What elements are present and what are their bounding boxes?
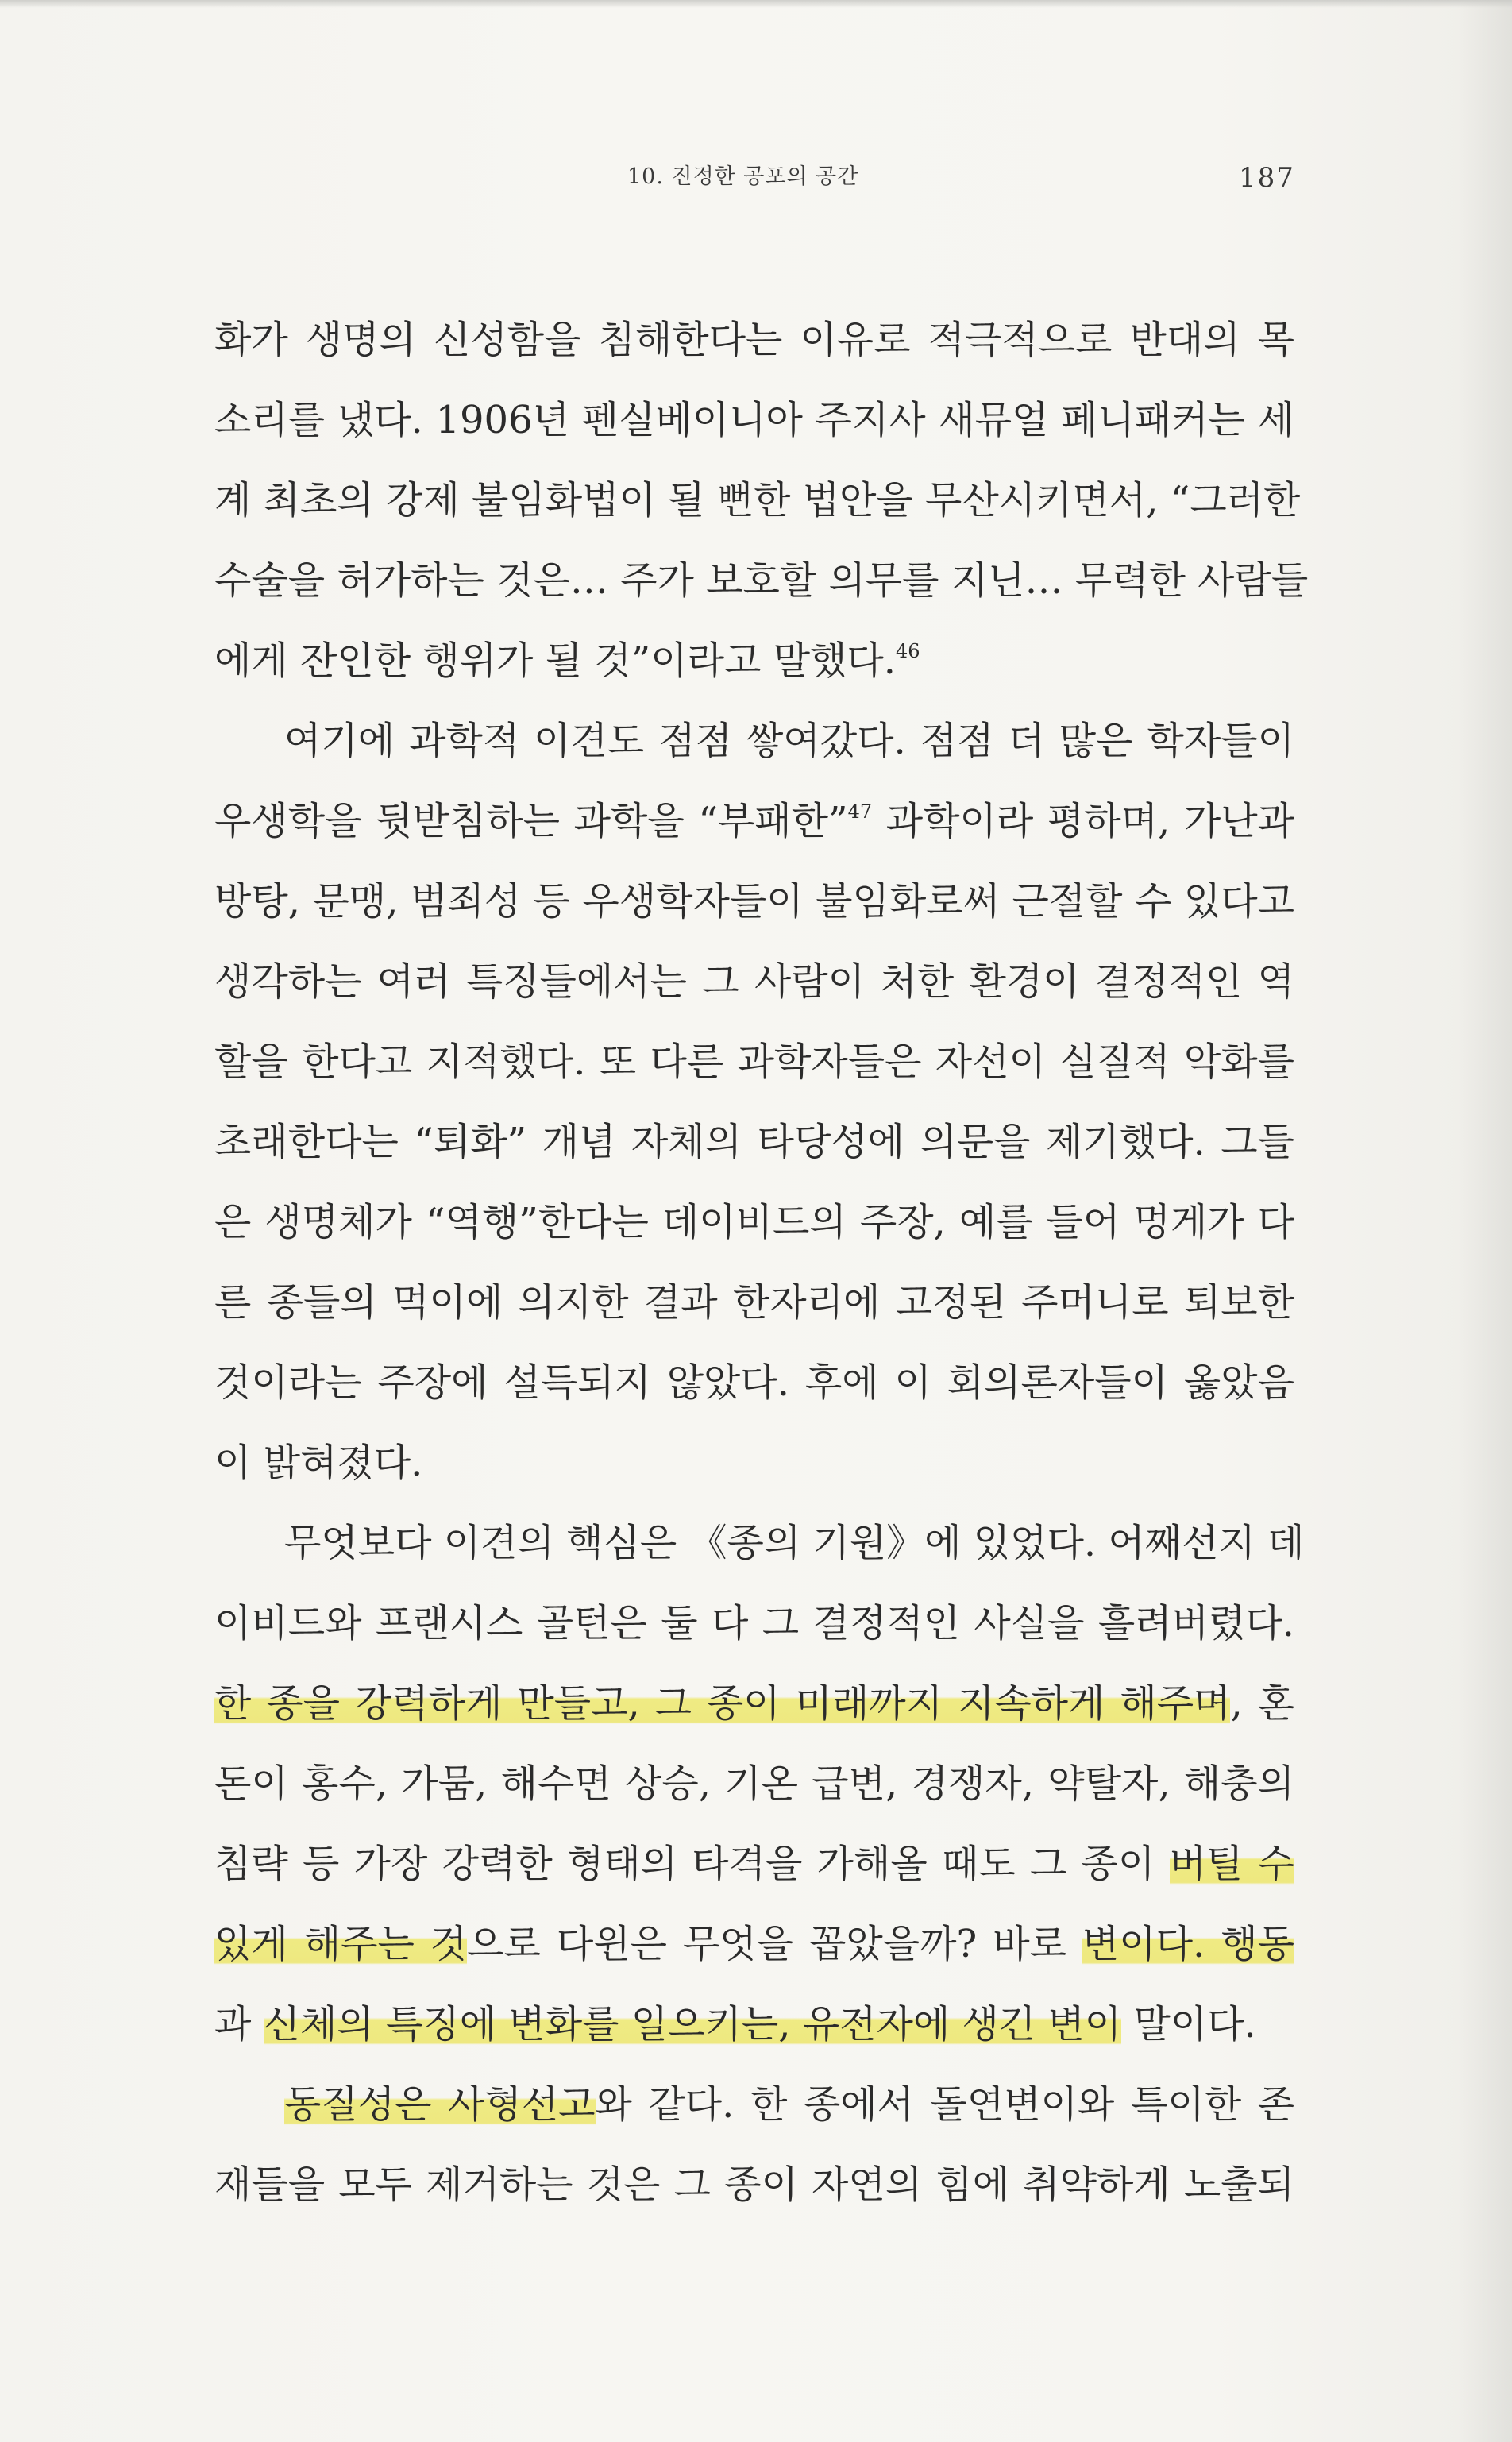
text-span: 화가 생명의 신성함을 침해한다는 이유로 적극적으로 반대의 목 [214,318,1294,362]
text-span: 은 생명체가 “역행”한다는 데이비드의 주장, 예를 들어 멍게가 다 [214,1200,1294,1244]
text-line [214,1840,1294,1920]
text-span: 계 최초의 강제 불임화법이 될 뻔한 법안을 무산시키면서, “그러한 [214,478,1301,523]
highlighted-text: 있게 해주는 것 [214,1922,468,1966]
text-line [214,637,1294,717]
running-head: 10. 진정한 공포의 공간 [627,164,859,189]
text-span: , 혼 [1230,1681,1294,1726]
text-span: 이비드와 프랜시스 골턴은 둘 다 그 결정적인 사실을 흘려버렸다. [214,1601,1294,1645]
text-line [214,2000,1294,2081]
text-line [214,1439,1294,1519]
text-line [214,316,1294,396]
endnote-ref: 46 [895,640,920,662]
text-span: 방탕, 문맹, 범죄성 등 우생학자들이 불임화로써 근절할 수 있다고 [214,879,1294,924]
text-line [214,717,1294,797]
text-line [214,1279,1294,1359]
text-line [214,557,1309,637]
text-span: 소리를 냈다. 1906년 펜실베이니아 주지사 새뮤얼 페니패커는 세 [214,398,1294,442]
text-line [214,1920,1294,2000]
text-span: 으로 다윈은 무엇을 꼽았을까? 바로 [467,1922,1082,1966]
page-gutter-shadow [1456,0,1512,2442]
page-number: 187 [1239,162,1295,194]
text-span: 이 밝혀졌다. [214,1441,423,1485]
text-line [214,1198,1294,1279]
text-line [214,797,1294,878]
text-line [214,958,1294,1038]
highlighted-text: 버틸 수 [1169,1842,1294,1886]
text-line [214,476,1301,557]
page-top-edge [0,0,1512,8]
text-span: 여기에 과학적 이견도 점점 쌓여갔다. 점점 더 많은 학자들이 [284,719,1294,763]
text-line [214,1599,1294,1680]
highlighted-text: 신체의 특징에 변화를 일으키는, 유전자에 생긴 변이 [263,2002,1122,2047]
highlighted-text: 한 종을 강력하게 만들고, 그 종이 미래까지 지속하게 해주며 [214,1681,1231,1726]
text-line [214,1359,1294,1439]
text-span: 것이라는 주장에 설득되지 않았다. 후에 이 회의론자들이 옳았음 [214,1360,1294,1405]
text-line [214,878,1294,958]
text-span: 말이다. [1121,2002,1256,2047]
text-span: 초래한다는 “퇴화” 개념 자체의 타당성에 의문을 제기했다. 그들 [214,1120,1294,1164]
text-line [214,2081,1294,2161]
text-span: 돈이 홍수, 가뭄, 해수면 상승, 기온 급변, 경쟁자, 약탈자, 해충의 [214,1761,1294,1806]
text-span: 할을 한다고 지적했다. 또 다른 과학자들은 자선이 실질적 악화를 [214,1040,1294,1084]
highlighted-text: 변이다. 행동 [1082,1922,1294,1966]
highlighted-text: 동질성은 사형선고 [284,2082,596,2127]
text-span: 생각하는 여러 특징들에서는 그 사람이 처한 환경이 결정적인 역 [214,959,1294,1004]
text-span: 에게 잔인한 행위가 될 것”이라고 말했다. [214,638,896,683]
text-span: 무엇보다 이견의 핵심은 《종의 기원》에 있었다. 어째선지 데 [284,1521,1305,1565]
body-text [214,316,1309,2241]
text-span: 과학이라 평하며, 가난과 [872,799,1295,843]
text-line [214,1118,1294,1198]
text-span: 우생학을 뒷받침하는 과학을 “부패한” [214,799,848,843]
text-line [214,2161,1294,2241]
endnote-ref: 47 [847,800,873,823]
text-line [214,396,1294,476]
text-line [214,1038,1294,1118]
text-span: 른 종들의 먹이에 의지한 결과 한자리에 고정된 주머니로 퇴보한 [214,1280,1294,1325]
text-span: 와 같다. 한 종에서 돌연변이와 특이한 존 [595,2082,1295,2127]
text-span: 과 [214,2002,264,2047]
text-line [214,1680,1294,1760]
text-span: 수술을 허가하는 것은… 주가 보호할 의무를 지닌… 무력한 사람들 [214,558,1309,603]
text-line [214,1519,1305,1599]
text-span: 침략 등 가장 강력한 형태의 타격을 가해올 때도 그 종이 [214,1842,1170,1886]
text-span: 재들을 모두 제거하는 것은 그 종이 자연의 힘에 취약하게 노출되 [214,2162,1294,2207]
text-line [214,1760,1294,1840]
